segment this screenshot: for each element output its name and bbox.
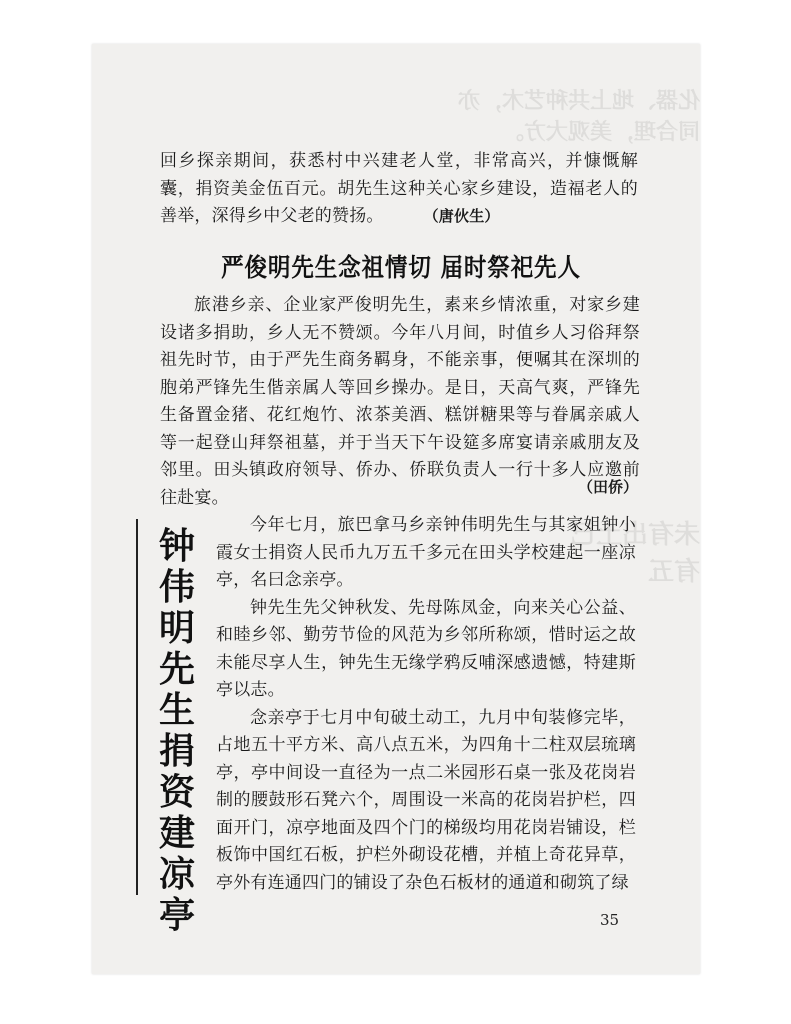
top-paragraph xyxy=(160,148,638,231)
article-body: 旅港乡亲、企业家严俊明先生，素来乡情浓重，对家乡建设诸多捐助，乡人无不赞颂。今年八月间，时值乡人习俗拜祭祖先时节，由于严先生商务羁身，不能亲事，便嘱其在深圳的胞弟严锋先生偕亲属人等回乡操办。是日，天高气爽，严锋先生备置金猪、花红炮竹、浓茶美酒、糕饼糖果等与眷属亲戚人等一起登山拜祭祖墓，并于当天下午设筵多席宴请亲戚朋友及邻里。田头镇政府领导、侨办、侨联负责人一行十多人应邀前往赴宴。 xyxy=(160,295,640,508)
top-paragraph-text: 回乡探亲期间，获悉村中兴建老人堂，非常高兴，并慷慨解囊，捐资美金伍百元。胡先生这种关心家乡建设，造福老人的善举，深得乡中父老的赞扬。 xyxy=(160,151,638,226)
article-byline: （田侨） xyxy=(577,478,638,496)
article2-paragraph: 念亲亭于七月中旬破土动工，九月中旬装修完毕，占地五十平方米、高八点五米，为四角十二柱双层琉璃亭，亭中间设一直径为一点二米园形石桌一张及花岗岩制的腰鼓形石凳六个，周围设一米高的花岗岩护栏，四面开门，凉亭地面及四个门的梯级均用花岗岩铺设，栏板饰中国红石板，护栏外砌设花槽，并植上奇花异草，亭外有连通四门的铺设了杂色石板材的通道和砌筑了绿 xyxy=(216,707,636,893)
top-paragraph-byline: （唐伙生） xyxy=(423,207,500,225)
show-through-text: 未有出土已有五 xyxy=(569,520,700,587)
page-number: 35 xyxy=(600,911,620,929)
article2-paragraph: 钟先生先父钟秋发、先母陈凤金，向来关心公益、和睦乡邻、勤劳节俭的风范为乡邻所称颂，惜时运之故未能尽享人生，钟先生无缘学鸦反哺深感遗憾，特建斯亭以志。 xyxy=(216,597,636,700)
article2-paragraph: 今年七月，旅巴拿马乡亲钟伟明先生与其家姐钟小霞女士捐资人民币九万五千多元在田头学校建起一座凉亭，名曰念亲亭。 xyxy=(216,515,636,590)
vertical-article-title: 钟伟明先生捐资建凉亭 xyxy=(158,526,195,936)
article2-body xyxy=(216,512,636,897)
article-headline: 严俊明先生念祖情切 届时祭祀先人 xyxy=(221,253,581,282)
show-through-text: 化器、地上共种艺木，亦同合理，美观大方。 xyxy=(457,89,700,145)
document-page xyxy=(92,44,700,974)
